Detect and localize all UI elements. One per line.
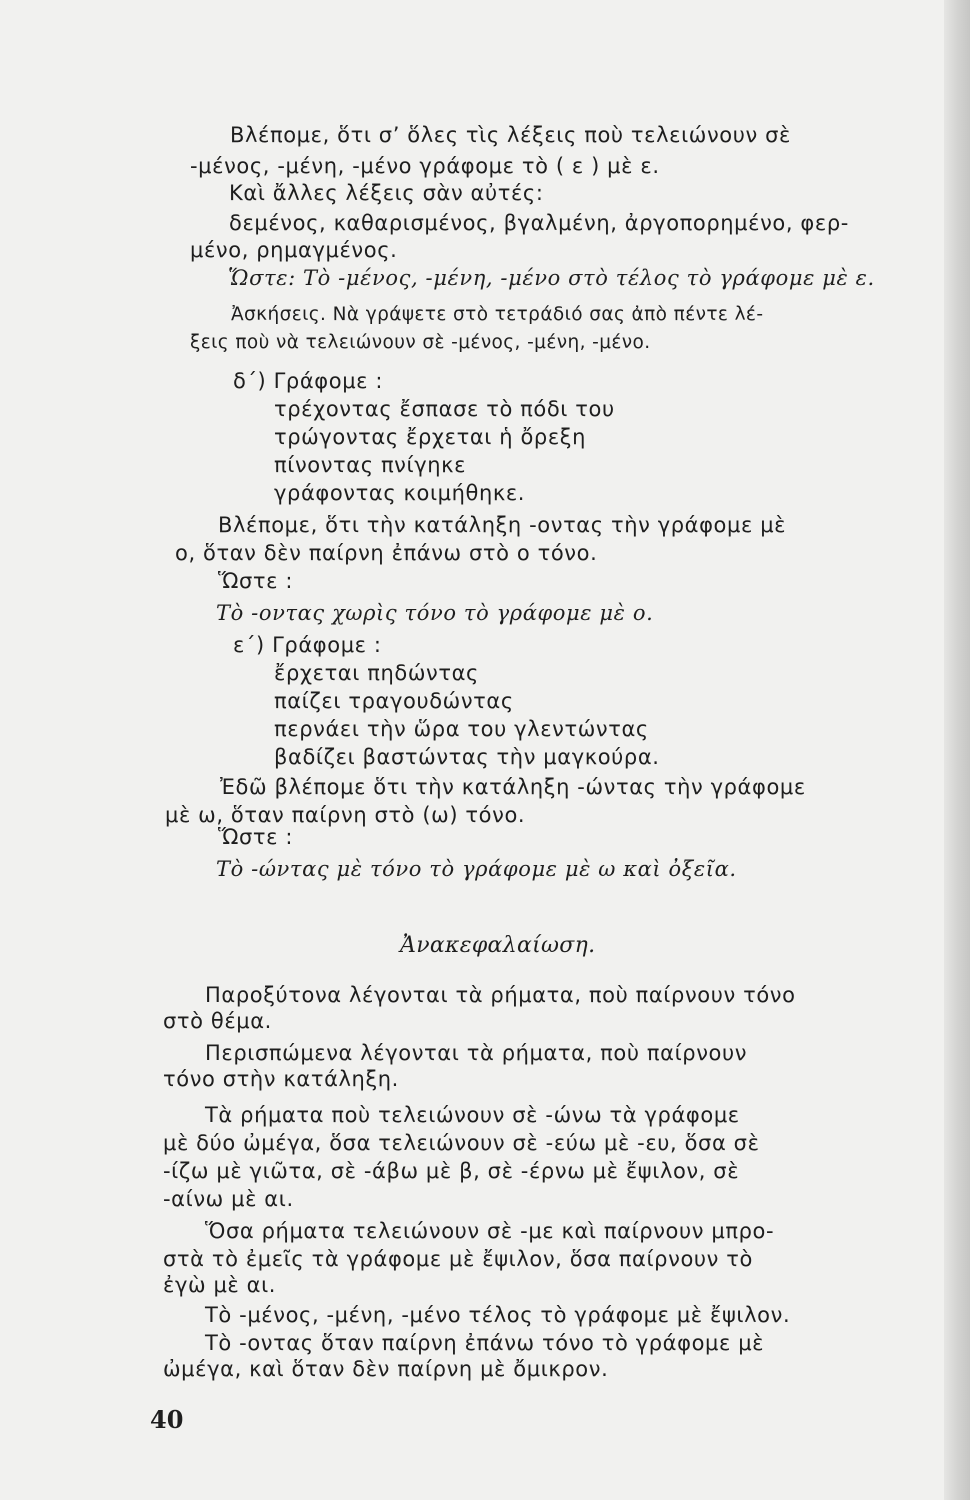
text-line: ἐγὼ μὲ αι.	[163, 1273, 277, 1297]
example-line: τρέχοντας ἔσπασε τὸ πόδι του	[274, 397, 615, 421]
example-line: ἔρχεται πηδώντας	[274, 661, 479, 685]
summary-heading: Ἀνακεφαλαίωση.	[400, 933, 596, 958]
text-line: ὠμέγα, καὶ ὅταν δὲν παίρνη μὲ ὄμικρον.	[163, 1357, 609, 1381]
text-line: -αίνω μὲ αι.	[163, 1187, 294, 1211]
page-binding-edge	[944, 0, 970, 1500]
text-line: μὲ ω, ὅταν παίρνη στὸ (ω) τόνο.	[165, 803, 526, 827]
section-heading: δ΄) Γράφομε :	[233, 369, 384, 393]
text-line: ο, ὅταν δὲν παίρνη ἐπάνω στὸ ο τόνο.	[175, 541, 598, 565]
example-line: περνάει τὴν ὥρα του γλεντώντας	[274, 717, 649, 741]
text-line: μένο, ρημαγμένος.	[190, 238, 398, 262]
section-heading: ε΄) Γράφομε :	[233, 633, 382, 657]
text-line: Ὥστε :	[218, 825, 294, 849]
text-line: μὲ δύο ὠμέγα, ὅσα τελειώνουν σὲ -εύω μὲ -ευ, ὅσα σὲ	[163, 1131, 760, 1155]
example-line: παίζει τραγουδώντας	[274, 689, 514, 713]
exercise-line: Ἀσκήσεις. Νὰ γράψετε στὸ τετράδιό σας ἀπὸ πέντε λέ-	[231, 304, 764, 325]
exercise-line: ξεις ποὺ νὰ τελειώνουν σὲ -μένος, -μένη, -μένο.	[190, 332, 651, 353]
rule-line: Τὸ -ώντας μὲ τόνο τὸ γράφομε μὲ ω καὶ ὀξεῖα.	[216, 857, 737, 881]
text-line: Παροξύτονα λέγονται τὰ ρήματα, ποὺ παίρνουν τόνο	[205, 983, 796, 1007]
text-line: τόνο στὴν κατάληξη.	[163, 1067, 399, 1091]
text-line: δεμένος, καθαρισμένος, βγαλμένη, ἀργοπορημένο, φερ-	[229, 211, 849, 235]
text-line: Βλέπομε, ὅτι τὴν κατάληξη -οντας τὴν γράφομε μὲ	[218, 513, 787, 537]
text-line: Τὸ -μένος, -μένη, -μένο τέλος τὸ γράφομε μὲ ἔψιλον.	[205, 1303, 791, 1327]
text-line: Τὰ ρήματα ποὺ τελειώνουν σὲ -ώνω τὰ γράφομε	[205, 1103, 740, 1127]
example-line: τρώγοντας ἔρχεται ἡ ὄρεξη	[274, 425, 587, 449]
text-line: Βλέπομε, ὅτι σ’ ὅλες τὶς λέξεις ποὺ τελειώνουν σὲ	[230, 123, 791, 147]
text-line: Ἐδῶ βλέπομε ὅτι τὴν κατάληξη -ώντας τὴν γράφομε	[220, 775, 806, 799]
text-line: Καὶ ἄλλες λέξεις σὰν αὐτές:	[229, 181, 544, 205]
example-line: βαδίζει βαστώντας τὴν μαγκούρα.	[274, 745, 660, 769]
example-line: πίνοντας πνίγηκε	[274, 453, 467, 477]
text-line: -μένος, -μένη, -μένο γράφομε τὸ ( ε ) μὲ ε.	[190, 154, 660, 178]
rule-line: Ὥστε: Τὸ -μένος, -μένη, -μένο στὸ τέλος τὸ γράφομε μὲ ε.	[228, 266, 875, 290]
text-line: Ὅσα ρήματα τελειώνουν σὲ -με καὶ παίρνουν μπρο-	[205, 1219, 775, 1243]
text-line: στὸ θέμα.	[163, 1009, 272, 1033]
page-number: 40	[150, 1405, 184, 1434]
text-line: στὰ τὸ ἐμεῖς τὰ γράφομε μὲ ἔψιλον, ὅσα παίρνουν τὸ	[163, 1247, 753, 1271]
text-line: Ὥστε :	[218, 569, 294, 593]
text-line: Τὸ -οντας ὅταν παίρνη ἐπάνω τόνο τὸ γράφομε μὲ	[205, 1331, 765, 1355]
example-line: γράφοντας κοιμήθηκε.	[274, 481, 526, 505]
text-line: -ίζω μὲ γιῶτα, σὲ -άβω μὲ β, σὲ -έρνω μὲ ἔψιλον, σὲ	[163, 1159, 740, 1183]
text-line: Περισπώμενα λέγονται τὰ ρήματα, ποὺ παίρνουν	[205, 1041, 748, 1065]
rule-line: Τὸ -οντας χωρὶς τόνο τὸ γράφομε μὲ ο.	[216, 601, 654, 625]
